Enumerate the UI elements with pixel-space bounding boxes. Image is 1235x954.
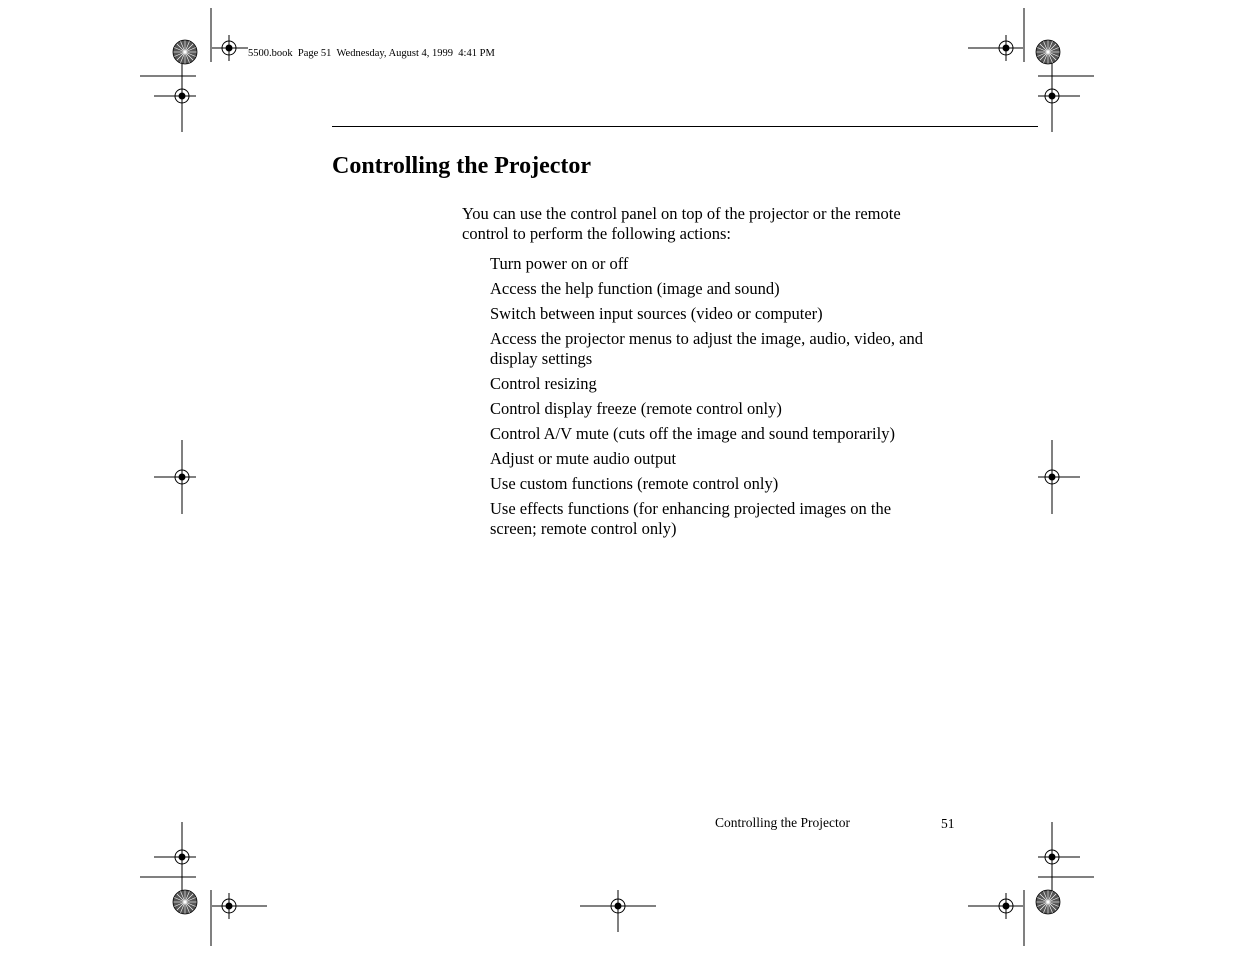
list-item: Access the projector menus to adjust the image, audio, video, and display settings (490, 329, 924, 368)
running-footer-title: Controlling the Projector (715, 815, 850, 830)
page-number: 51 (941, 816, 955, 831)
list-item: Adjust or mute audio output (490, 449, 677, 468)
list-item: Control A/V mute (cuts off the image and sound temporarily) (490, 424, 895, 443)
print-slug: 5500.book Page 51 Wednesday, August 4, 1999 4:41 PM (248, 48, 495, 59)
header-rule (332, 126, 1038, 127)
list-item: Use effects functions (for enhancing projected images on the screen; remote control only) (490, 499, 892, 538)
list-item: Control resizing (490, 374, 597, 393)
registration-star-icon (173, 890, 197, 914)
list-item: Switch between input sources (video or computer) (490, 304, 823, 323)
registration-star-icon (1036, 40, 1060, 64)
list-item: Use custom functions (remote control only) (490, 474, 779, 493)
registration-star-icon (1036, 890, 1060, 914)
list-item: Turn power on or off (490, 254, 629, 273)
list-item: Access the help function (image and sound) (490, 279, 780, 298)
intro-paragraph: You can use the control panel on top of the projector or the remote control to perform the following actions: (462, 204, 901, 243)
list-item: Control display freeze (remote control only) (490, 399, 782, 418)
action-list (490, 254, 940, 544)
page-title: Controlling the Projector (332, 153, 592, 179)
registration-star-icon (173, 40, 197, 64)
